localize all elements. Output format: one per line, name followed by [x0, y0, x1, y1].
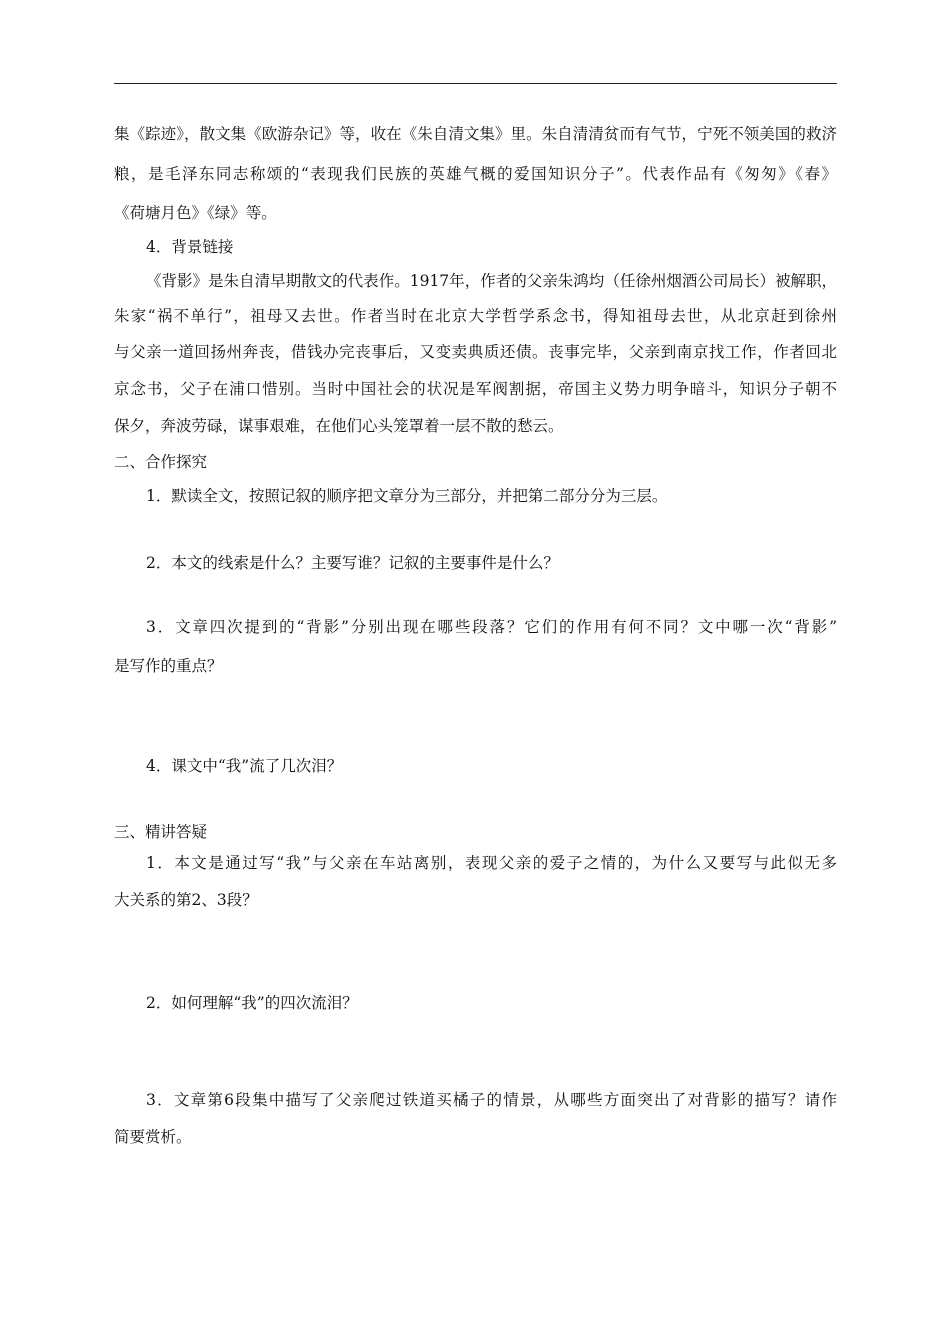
background-line-1: 《背影》是朱自清早期散文的代表作。1917年，作者的父亲朱鸿均（任徐州烟酒公司局长）被解职， — [146, 272, 837, 290]
section3-question-2: 2．如何理解“我”的四次流泪？ — [146, 994, 358, 1012]
section3-question-3-line-2: 简要赏析。 — [114, 1128, 192, 1146]
bio-line-3: 《荷塘月色》《绿》等。 — [114, 204, 277, 222]
section2-question-1: 1．默读全文，按照记叙的顺序把文章分为三部分，并把第二部分分为三层。 — [146, 487, 668, 505]
section3-title: 三、精讲答疑 — [114, 823, 208, 841]
header-rule — [114, 83, 837, 84]
section2-question-2: 2．本文的线索是什么？主要写谁？记叙的主要事件是什么？ — [146, 554, 559, 572]
section3-question-1-line-1: 1．本文是通过写“我”与父亲在车站离别，表现父亲的爱子之情的，为什么又要写与此似无多 — [146, 854, 837, 872]
background-heading: 4．背景链接 — [146, 238, 234, 256]
section2-question-4: 4．课文中“我”流了几次泪？ — [146, 757, 343, 775]
background-line-3: 与父亲一道回扬州奔丧，借钱办完丧事后，又变卖典质还债。丧事完毕，父亲到南京找工作，作者回北 — [114, 343, 837, 361]
section3-question-1-line-2: 大关系的第2、3段？ — [114, 891, 258, 909]
background-line-5: 保夕，奔波劳碌，谋事艰难，在他们心头笼罩着一层不散的愁云。 — [114, 417, 564, 435]
section3-question-3-line-1: 3．文章第6段集中描写了父亲爬过铁道买橘子的情景，从哪些方面突出了对背影的描写？请作 — [146, 1091, 837, 1109]
bio-line-1: 集《踪迹》，散文集《欧游杂记》等，收在《朱自清文集》里。朱自清清贫而有气节，宁死不领美国的救济 — [114, 125, 837, 143]
section2-question-3-line-1: 3．文章四次提到的“背影”分别出现在哪些段落？它们的作用有何不同？文中哪一次“背影” — [146, 618, 837, 636]
section2-title: 二、合作探究 — [114, 453, 208, 471]
background-line-4: 京念书，父子在浦口惜别。当时中国社会的状况是军阀割据，帝国主义势力明争暗斗，知识分子朝不 — [114, 380, 837, 398]
background-line-2: 朱家“祸不单行”，祖母又去世。作者当时在北京大学哲学系念书，得知祖母去世，从北京赶到徐州 — [114, 307, 837, 325]
bio-line-2: 粮，是毛泽东同志称颂的“表现我们民族的英雄气概的爱国知识分子”。代表作品有《匆匆》《春》 — [114, 165, 837, 183]
section2-question-3-line-2: 是写作的重点？ — [114, 657, 223, 675]
